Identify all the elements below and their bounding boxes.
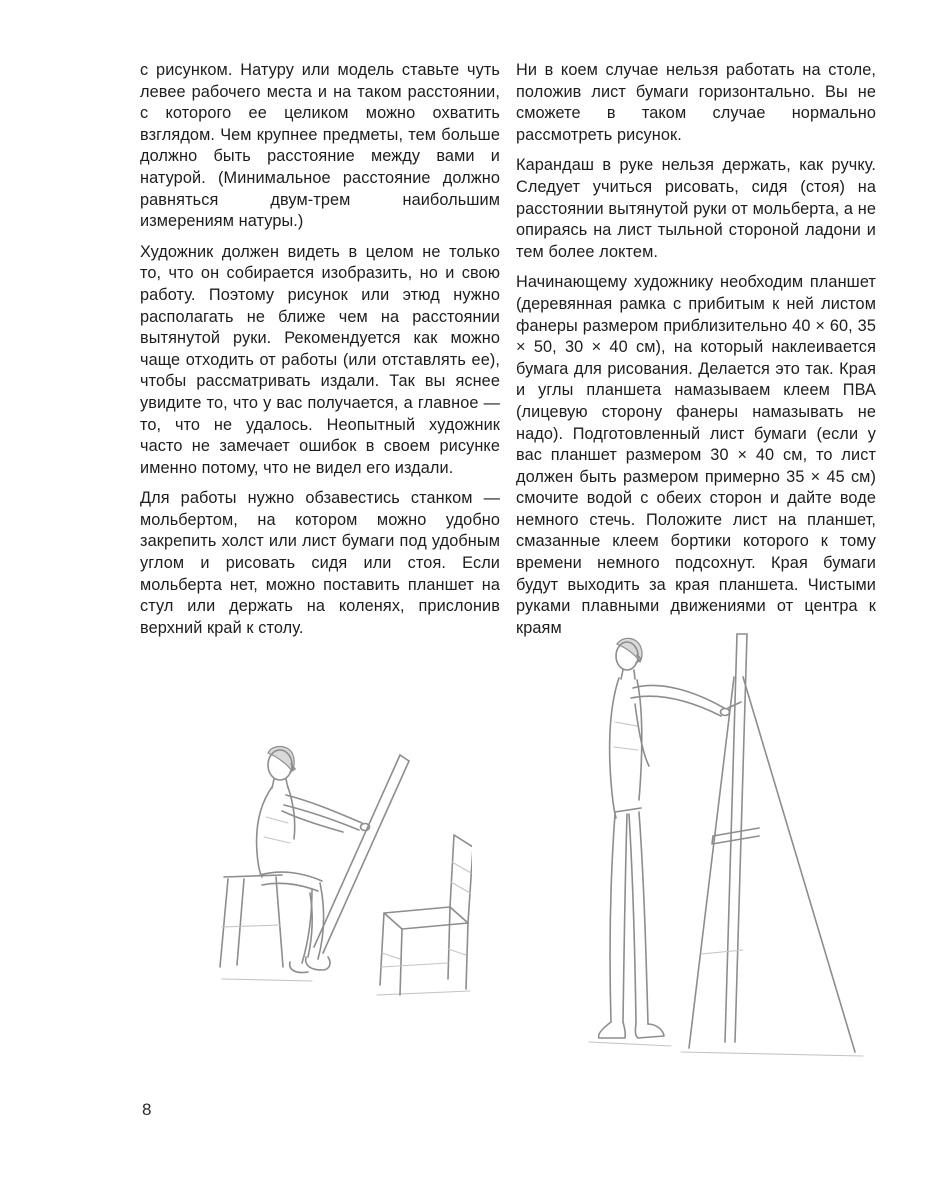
page-number: 8 xyxy=(142,1100,152,1119)
text-columns xyxy=(140,60,876,648)
seated-artist-sketch xyxy=(162,727,472,1057)
standing-artist-illustration xyxy=(531,622,876,1072)
paragraph: Ни в коем случае нельзя работать на столе, положив лист бумаги горизонтально. Вы не сможете в таком случае нормально рассмотреть рисунок. xyxy=(516,61,876,144)
left-column xyxy=(140,60,500,648)
paragraph: Для работы нужно обзавестись станком — мольбертом, на котором можно удобно закрепить холст или лист бумаги под удобным углом и рисовать сидя или стоя. Если мольберта нет, можно поставить планшет на стул или держать на коленях, прислонив верхний край к столу. xyxy=(140,489,500,637)
seated-artist-illustration xyxy=(162,727,472,1062)
paragraph: Начинающему художнику необходим планшет (деревянная рамка с прибитым к ней листом фанеры размером приблизительно 40 × 60, 35 × 50, 30 × 40 см), на который наклеивается бумага для рисования. Делается это так. Края и углы планшета намазываем клеем ПВА (лицевую сторону фанеры намазывать не надо). Подготовленный лист бумаги (если у вас планшет размером 30 × 40 см, то лист должен быть размером примерно 35 × 45 см) смочите водой с обеих сторон и дайте воде немного стечь. Положите лист на планшет, смазанные клеем бортики которого к тому времени немного подсохнут. Края бумаги будут выходить за края планшета. Чистыми руками плавными движениями от центра к краям xyxy=(516,273,876,637)
paragraph: Художник должен видеть в целом не только то, что он собирается изобразить, но и свою работу. Поэтому рисунок или этюд нужно располагать не ближе чем на расстоянии вытянутой руки. Рекомендуется как можно чаще отходить от работы (или отставлять ее), чтобы рассматривать издали. Так вы яснее увидите то, что у вас получается, а главное — то, что не удалось. Неопытный художник часто не замечает ошибок в своем рисунке именно потому, что не видел его издали. xyxy=(140,242,500,477)
standing-artist-sketch xyxy=(531,622,876,1067)
right-column xyxy=(516,60,876,648)
paragraph: Карандаш в руке нельзя держать, как ручку. Следует учиться рисовать, сидя (стоя) на расстоянии вытянутой руки от мольберта, а не опираясь на лист тыльной стороной ладони и тем более локтем. xyxy=(516,156,876,261)
paragraph: с рисунком. Натуру или модель ставьте чуть левее рабочего места и на таком расстоянии, с которого ее целиком можно охватить взглядом. Чем крупнее предметы, тем больше должно быть расстояние между вами и натурой. (Минимальное расстояние должно равняться двум-трем наибольшим измерениям натуры.) xyxy=(140,61,500,231)
illustrations xyxy=(140,612,876,1072)
